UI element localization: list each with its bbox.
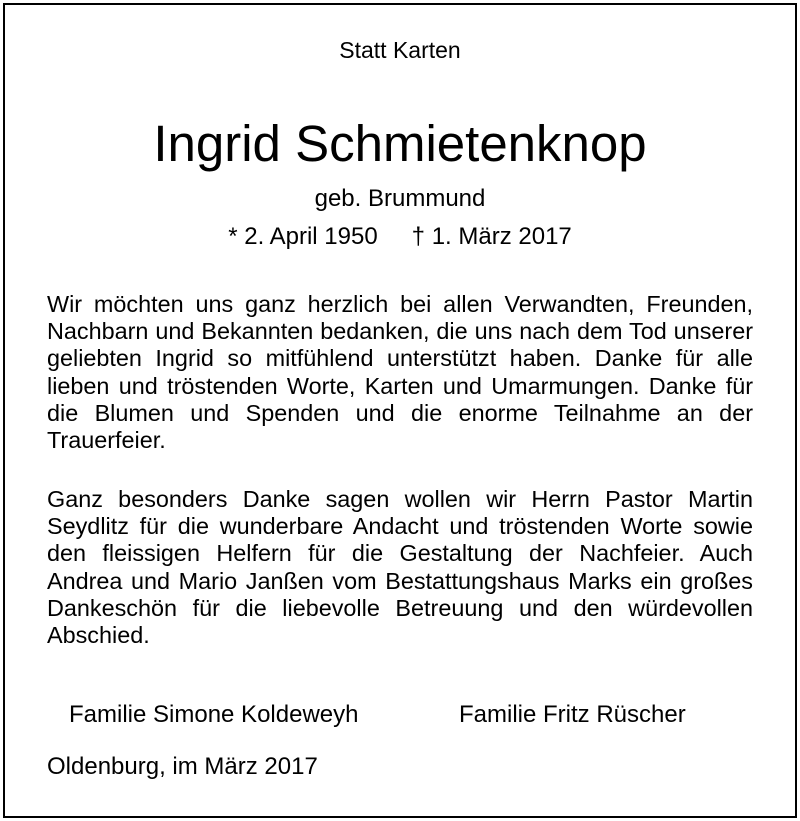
signature-family-koldeweyh: Familie Simone Koldeweyh xyxy=(69,701,359,728)
place-date: Oldenburg, im März 2017 xyxy=(47,753,318,780)
thanks-paragraph: Wir möchten uns ganz herzlich bei allen Verwandten, Freunden, Nachbarn und Bekannten bedanken, die uns nach dem Tod unserer geliebten Ingrid so mitfühlend unterstützt haben. Danke für alle lieben und tröstenden Worte, Karten und Umarmungen. Danke für die Blumen und Spenden und die enorme Teilnahme an der Trauerfeier. xyxy=(47,291,753,454)
death-date: † 1. März 2017 xyxy=(411,223,572,250)
birth-name: geb. Brummund xyxy=(314,185,486,212)
life-dates xyxy=(0,222,800,252)
deceased-name: Ingrid Schmietenknop xyxy=(153,115,647,172)
birth-date: * 2. April 1950 xyxy=(228,223,378,250)
special-thanks-paragraph: Ganz besonders Danke sagen wollen wir Herrn Pastor Martin Seydlitz für die wunderbare Andacht und tröstenden Worte sowie den fleissigen Helfern für die Gestaltung der Nachfeier. Auch Andrea und Mario Janßen vom Bestattungshaus Marks ein großes Dankeschön für die liebevolle Betreuung und den würdevollen Abschied. xyxy=(47,486,753,649)
signature-family-ruescher: Familie Fritz Rüscher xyxy=(459,701,686,728)
notice-header: Statt Karten xyxy=(339,37,461,63)
